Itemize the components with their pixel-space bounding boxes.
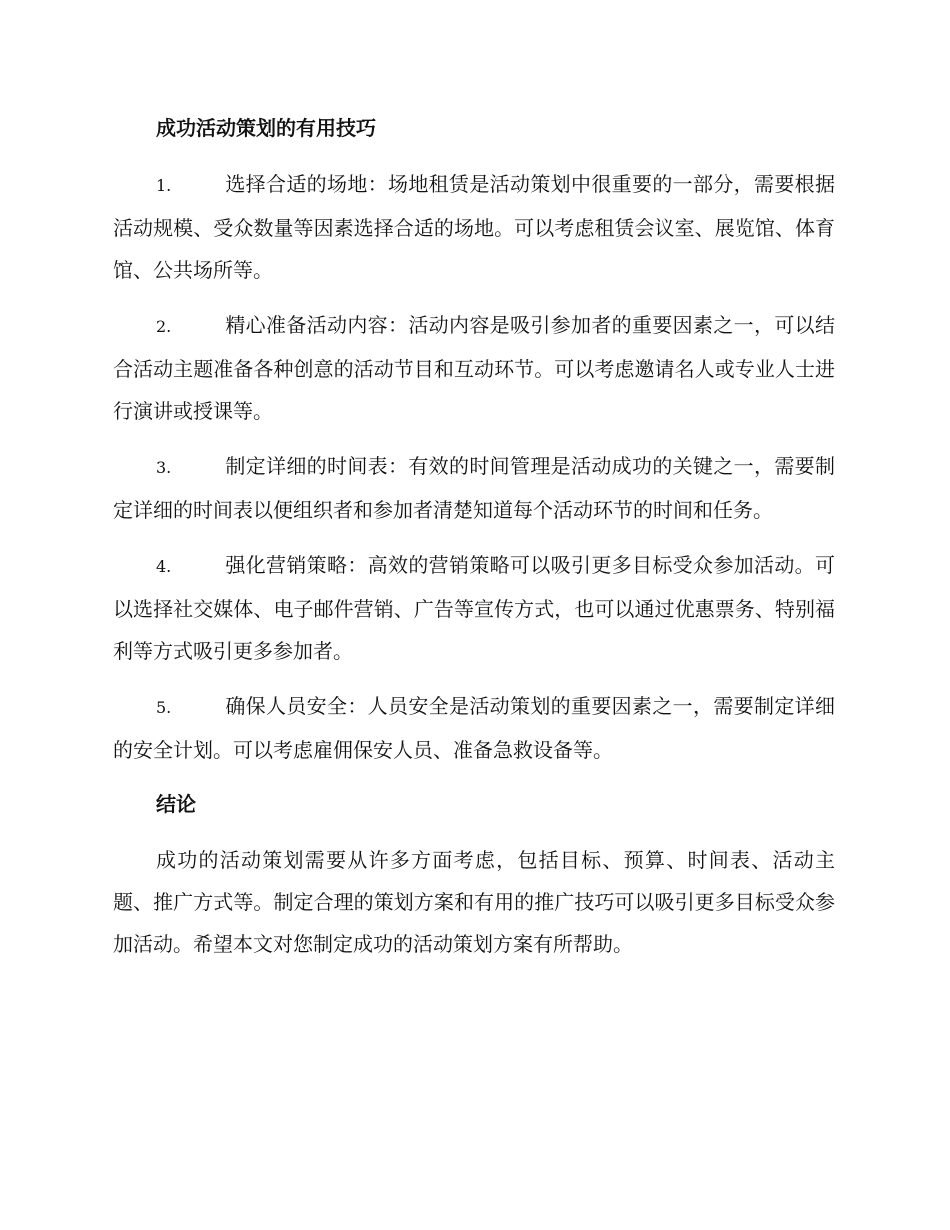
- document-content: [113, 108, 835, 965]
- conclusion-paragraph: 成功的活动策划需要从许多方面考虑，包括目标、预算、时间表、活动主题、推广方式等。制定合理的策划方案和有用的推广技巧可以吸引更多目标受众参加活动。希望本文对您制定成功的活动策划方案有所帮助。: [113, 848, 835, 956]
- tip-item-5: [113, 685, 835, 771]
- tip-text-1: 选择合适的场地：场地租赁是活动策划中很重要的一部分，需要根据活动规模、受众数量等因素选择合适的场地。可以考虑租赁会议室、展览馆、体育馆、公共场所等。: [113, 172, 835, 282]
- tip-number-3: 3.: [156, 458, 172, 477]
- tip-text-4: 强化营销策略：高效的营销策略可以吸引更多目标受众参加活动。可以选择社交媒体、电子邮件营销、广告等宣传方式，也可以通过优惠票务、特别福利等方式吸引更多参加者。: [113, 553, 835, 663]
- tip-text-3: 制定详细的时间表：有效的时间管理是活动成功的关键之一，需要制定详细的时间表以便组织者和参加者清楚知道每个活动环节的时间和任务。: [113, 454, 835, 522]
- tip-number-5: 5.: [156, 698, 172, 717]
- tip-item-2: [113, 304, 835, 432]
- tip-text-2: 精心准备活动内容：活动内容是吸引参加者的重要因素之一，可以结合活动主题准备各种创意的活动节目和互动环节。可以考虑邀请名人或专业人士进行演讲或授课等。: [113, 313, 835, 423]
- tips-heading: 成功活动策划的有用技巧: [156, 116, 376, 140]
- tip-item-1: [113, 163, 835, 291]
- tip-number-1: 1.: [156, 176, 172, 195]
- tip-number-2: 2.: [156, 317, 172, 336]
- conclusion-heading: 结论: [156, 792, 196, 816]
- tip-number-4: 4.: [156, 557, 172, 576]
- tip-text-5: 确保人员安全：人员安全是活动策划的重要因素之一，需要制定详细的安全计划。可以考虑雇佣保安人员、准备急救设备等。: [113, 694, 835, 762]
- tip-item-3: [113, 445, 835, 531]
- tip-item-4: [113, 544, 835, 672]
